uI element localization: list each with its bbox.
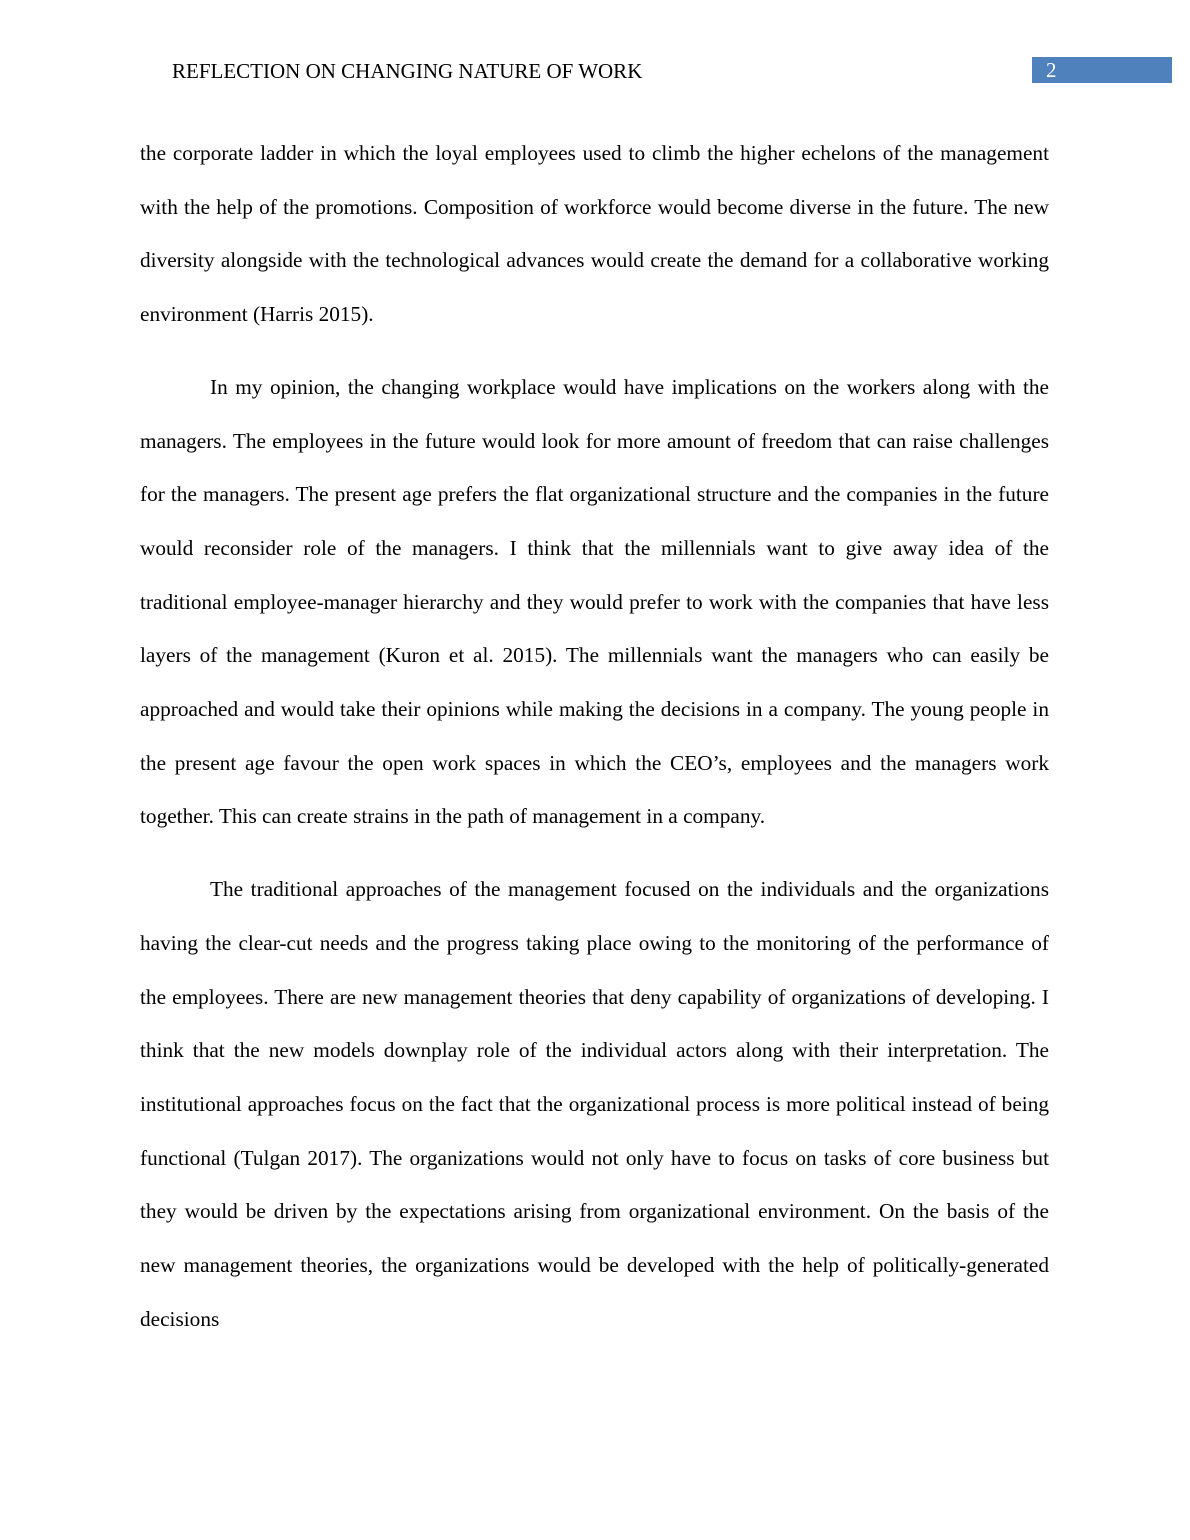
page-number-badge xyxy=(1032,57,1172,83)
paragraph-workplace-implications: In my opinion, the changing workplace would have implications on the workers along with the managers. The employees in the future would look for more amount of freedom that can raise challenges for the managers. The present age prefers the flat organizational structure and the companies in the future would reconsider role of the managers. I think that the millennials want to give away idea of the traditional employee-manager hierarchy and they would prefer to work with the companies that have less layers of the management (Kuron et al. 2015). The millennials want the managers who can easily be approached and would take their opinions while making the decisions in a company. The young people in the present age favour the open work spaces in which the CEO’s, employees and the managers work together. This can create strains in the path of management in a company. xyxy=(140,374,1049,829)
page-number: 2 xyxy=(1046,58,1057,82)
paragraph-continuation: the corporate ladder in which the loyal employees used to climb the higher echelons of the management with the help of the promotions. Composition of workforce would become diverse in the future. The new diversity alongside with the technological advances would create the demand for a collaborative working environment (Harris 2015). xyxy=(140,141,1049,327)
document-body xyxy=(140,127,1049,1365)
paragraph-management-approaches: The traditional approaches of the management focused on the individuals and the organizations having the clear-cut needs and the progress taking place owing to the monitoring of the performance of the employees. There are new management theories that deny capability of organizations of developing. I think that the new models downplay role of the individual actors along with their interpretation. The institutional approaches focus on the fact that the organizational process is more political instead of being functional (Tulgan 2017). The organizations would not only have to focus on tasks of core business but they would be driven by the expectations arising from organizational environment. On the basis of the new management theories, the organizations would be developed with the help of politically-generated decisions xyxy=(140,877,1049,1331)
running-head-title: REFLECTION ON CHANGING NATURE OF WORK xyxy=(172,59,643,83)
